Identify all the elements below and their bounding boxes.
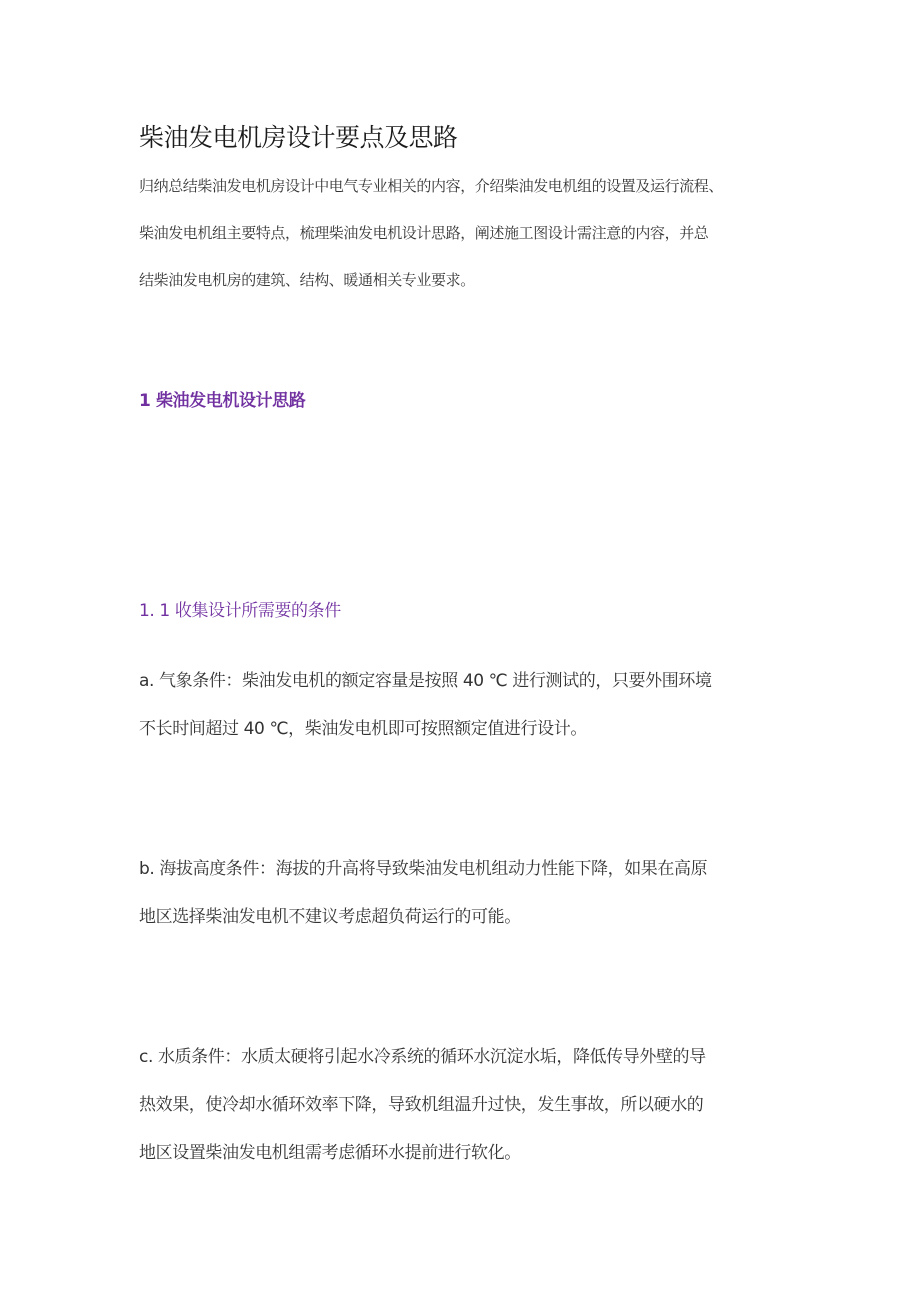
item-a-line-1: a. 气象条件：柴油发电机的额定容量是按照 40 ℃ 进行测试的，只要外围环境 [139,671,712,691]
section-1-heading: 1 柴油发电机设计思路 [139,391,306,411]
intro-line-2: 柴油发电机组主要特点，梳理柴油发电机设计思路，阐述施工图设计需注意的内容，并总 [139,224,709,242]
intro-line-1: 归纳总结柴油发电机房设计中电气专业相关的内容，介绍柴油发电机组的设置及运行流程、 [139,177,724,195]
item-a-line-2: 不长时间超过 40 ℃，柴油发电机即可按照额定值进行设计。 [139,719,587,739]
item-b-line-2: 地区选择柴油发电机不建议考虑超负荷运行的可能。 [139,907,521,927]
item-c-line-2: 热效果，使冷却水循环效率下降，导致机组温升过快，发生事故，所以硬水的 [139,1095,704,1115]
item-c-line-3: 地区设置柴油发电机组需考虑循环水提前进行软化。 [139,1143,521,1163]
intro-line-3: 结柴油发电机房的建筑、结构、暖通相关专业要求。 [139,271,475,289]
item-b-line-1: b. 海拔高度条件：海拔的升高将导致柴油发电机组动力性能下降，如果在高原 [139,859,708,879]
page-title: 柴油发电机房设计要点及思路 [139,123,458,152]
item-c-line-1: c. 水质条件：水质太硬将引起水冷系统的循环水沉淀水垢，降低传导外壁的导 [139,1047,706,1067]
section-1-1-heading: 1. 1 收集设计所需要的条件 [139,601,341,621]
